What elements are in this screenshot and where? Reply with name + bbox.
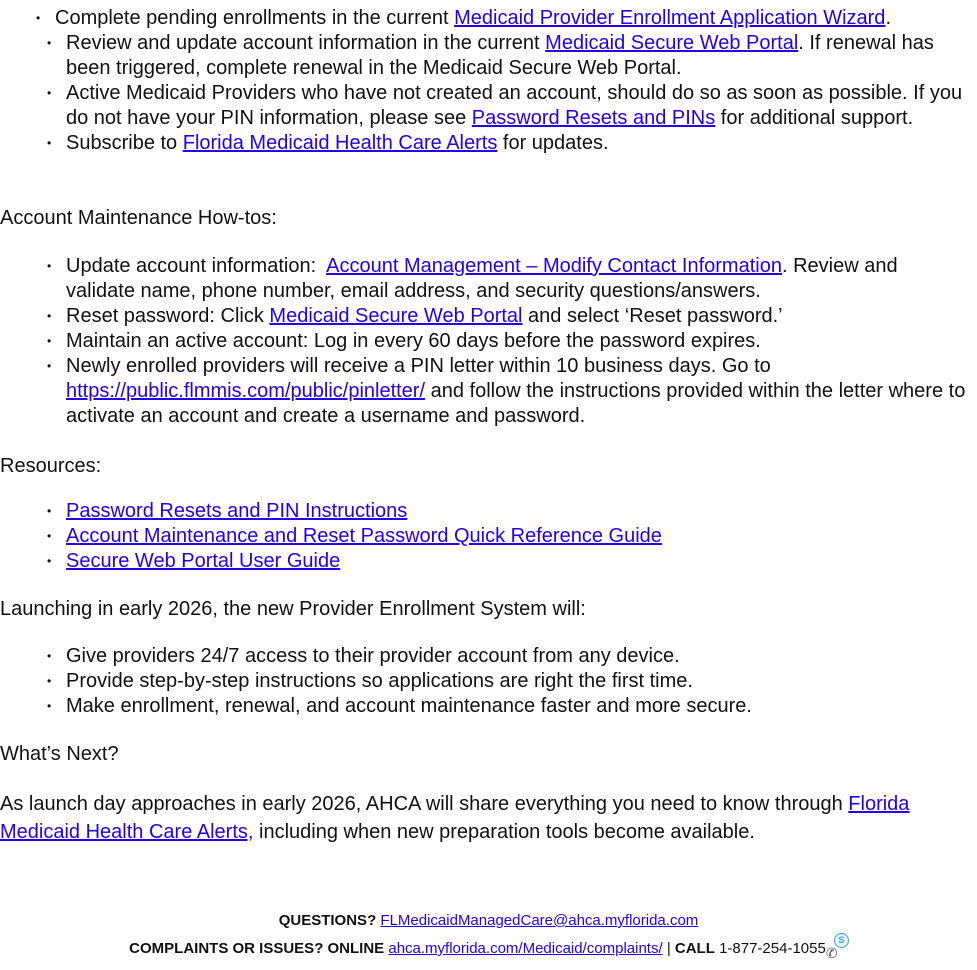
pin-letter-link[interactable]: https://public.flmmis.com/public/pinletter/ [66,380,426,402]
questions-label: QUESTIONS? [278,912,377,929]
bullet-icon: • [36,11,41,25]
whats-next-paragraph: As launch day approaches in early 2026, AHCA will share everything you need to know through Florida Medicaid Health Care Alerts, including when new preparation tools become available. [0,793,910,843]
list-item: • Maintain an active account: Log in every 60 days before the password expires. [47,330,761,352]
bullet-icon: • [47,259,52,273]
bullet-icon: • [47,529,52,543]
list-item: • Update account information: Account Management – Modify Contact Information. Review and validate name, phone number, email address, and security questions/answers. [47,255,898,302]
health-care-alerts-link[interactable]: Florida Medicaid Health Care Alerts [182,132,498,154]
bullet-icon: • [47,36,52,50]
list-item: • Complete pending enrollments in the current Medicaid Provider Enrollment Application Wizard. [36,7,891,29]
launch-heading: Launching in early 2026, the new Provider Enrollment System will: [0,598,586,620]
bullet-icon: • [47,649,52,663]
list-item: • Newly enrolled providers will receive a PIN letter within 10 business days. Go to https://public.flmmis.com/public/pinletter/ and follow the instructions provided within the letter where to activate an account and create a username and password. [47,355,966,427]
bullet-icon: • [47,334,52,348]
separator: | [666,940,671,957]
list-item: • Provide step-by-step instructions so applications are right the first time. [47,670,693,692]
bullet-icon: • [47,554,52,568]
bullet-icon: • [47,504,52,518]
reset-password-portal-link[interactable]: Medicaid Secure Web Portal [269,305,523,327]
bullet-icon: • [47,86,52,100]
bullet-icon: • [47,674,52,688]
complaints-label: COMPLAINTS OR ISSUES? ONLINE [129,940,385,957]
enrollment-actions-list [0,6,977,156]
complaints-link[interactable]: ahca.myflorida.com/Medicaid/complaints/ [388,940,663,957]
list-item: • Review and update account information in the current Medicaid Secure Web Portal. If renewal has been triggered, complete renewal in the Medicaid Secure Web Portal. [47,32,934,79]
phone-number: 1-877-254-1055 [719,940,826,957]
questions-email-link[interactable]: FLMedicaidManagedCare@ahca.myflorida.com [380,912,699,929]
bullet-icon: • [47,136,52,150]
health-care-alerts-link-2[interactable]: Florida Medicaid Health Care Alerts, [0,793,910,843]
launch-benefits-list [0,644,977,719]
call-label: CALL [674,940,715,957]
enrollment-wizard-link[interactable]: Medicaid Provider Enrollment Application Wizard [454,7,886,29]
whats-next-heading: What’s Next? [0,743,119,765]
skype-icon[interactable]: S [834,933,849,948]
secure-web-portal-link[interactable]: Medicaid Secure Web Portal [545,32,799,54]
list-item [0,524,977,549]
resources-heading: Resources: [0,455,102,477]
howtos-list [0,254,977,429]
howtos-heading: Account Maintenance How-tos: [0,207,277,229]
password-resets-pins-link[interactable]: Password Resets and PINs [471,107,716,129]
bullet-icon: • [47,699,52,713]
bullet-icon: • [47,309,52,323]
handset-icon: ✆ [825,945,838,962]
portal-user-guide-link[interactable]: Secure Web Portal User Guide [66,550,341,572]
modify-contact-info-link[interactable]: Account Management – Modify Contact Information [326,255,782,277]
footer-complaints [0,935,977,962]
list-item: • Reset password: Click Medicaid Secure Web Portal and select ‘Reset password.’ [47,305,783,327]
list-item: • Make enrollment, renewal, and account maintenance faster and more secure. [47,695,752,717]
footer-questions [0,911,977,931]
list-item: • Active Medicaid Providers who have not created an account, should do so as soon as possible. If you do not have your PIN information, please see Password Resets and PINs for additional support. [47,82,963,129]
password-resets-pin-instructions-link[interactable]: Password Resets and PIN Instructions [66,500,408,522]
bullet-icon: • [47,359,52,373]
list-item: • Subscribe to Florida Medicaid Health Care Alerts for updates. [47,132,609,154]
list-item: • Give providers 24/7 access to their provider account from any device. [47,645,680,667]
list-item [0,499,977,524]
quick-reference-guide-link[interactable]: Account Maintenance and Reset Password Quick Reference Guide [66,525,662,547]
resources-list [0,499,977,574]
list-item [0,549,977,574]
phone-icon[interactable] [825,935,848,962]
